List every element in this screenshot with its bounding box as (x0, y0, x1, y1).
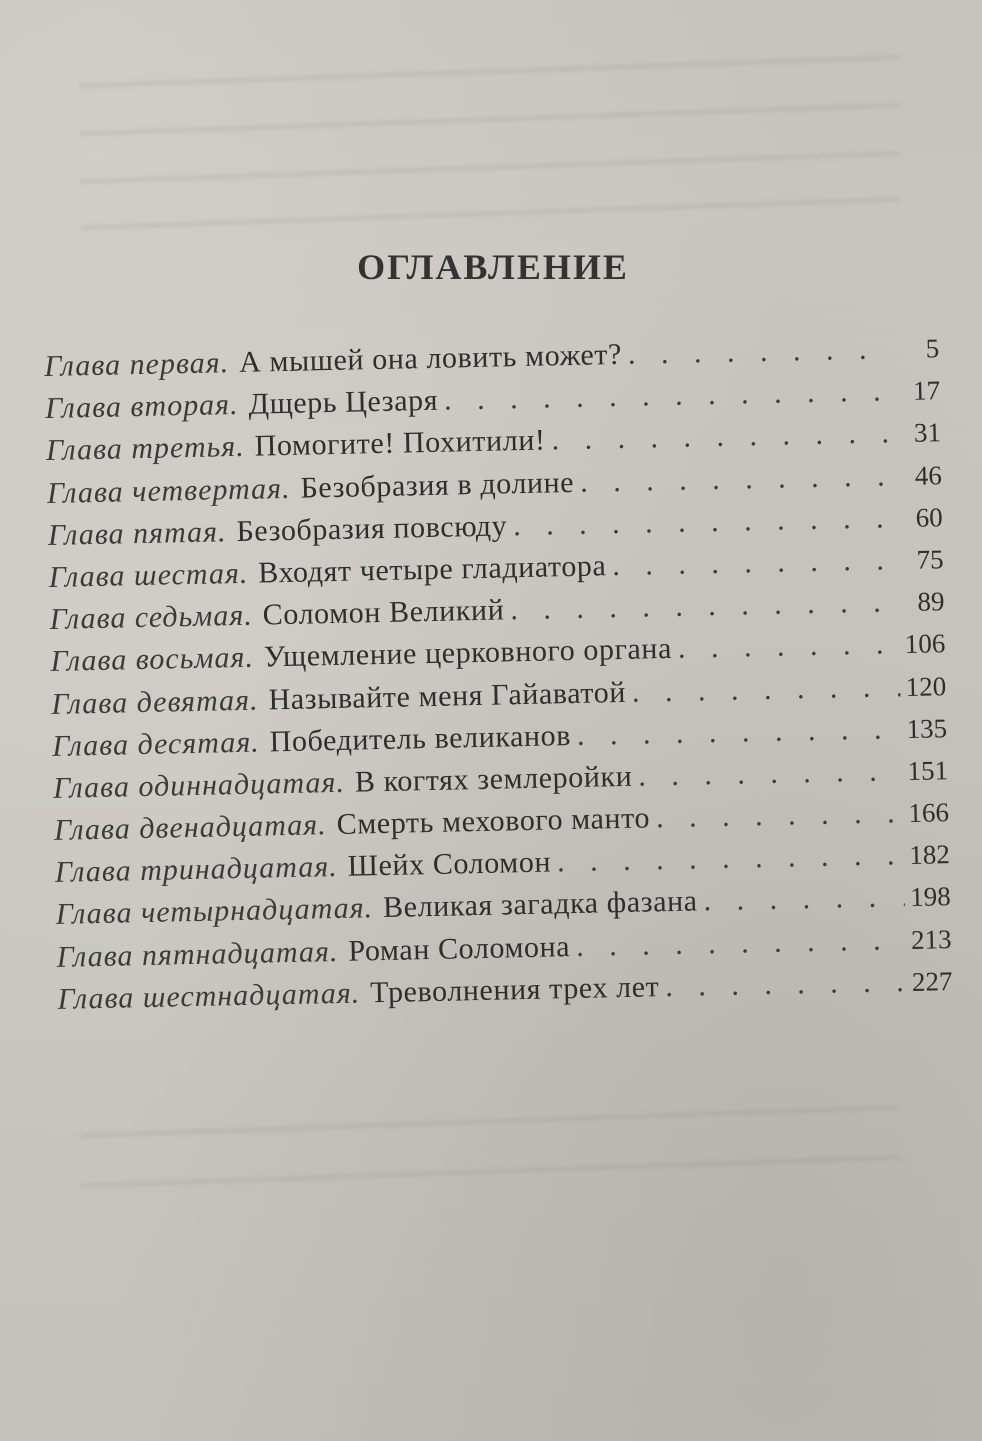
chapter-number-label: Глава девятая. (51, 683, 259, 721)
chapter-number-label: Глава восьмая. (50, 640, 255, 679)
show-through-line (80, 1106, 900, 1138)
page-number: 31 (913, 417, 942, 449)
dot-leader (551, 417, 895, 458)
page-number: 151 (907, 755, 949, 786)
chapter-number-label: Глава шестая. (48, 556, 249, 594)
page-number: 17 (912, 375, 941, 406)
chapter-number-label: Глава четырнадцатая. (55, 891, 374, 932)
dot-leader (628, 332, 894, 372)
page-number: 60 (915, 501, 944, 533)
chapter-number-label: Глава четвертая. (46, 471, 291, 510)
dot-leader (580, 459, 896, 500)
page-number: 198 (909, 881, 951, 913)
chapter-number-label: Глава вторая. (44, 388, 239, 426)
chapter-title: Безобразия в долине (300, 465, 575, 505)
dot-leader (612, 543, 898, 583)
chapter-number-label: Глава седьмая. (49, 598, 254, 637)
chapter-title: Соломон Великий (262, 593, 505, 632)
chapter-number-label: Глава шестнадцатая. (57, 976, 361, 1016)
page-number: 227 (911, 965, 953, 997)
chapter-number-label: Глава десятая. (51, 725, 261, 763)
chapter-title: Роман Соломона (348, 929, 571, 968)
page-number: 213 (910, 923, 952, 955)
chapter-number-label: Глава первая. (44, 346, 230, 383)
page-number: 75 (916, 544, 944, 575)
show-through-line (80, 152, 900, 184)
show-through-line (80, 198, 900, 230)
page-number: 120 (905, 670, 947, 702)
chapter-title: Входят четыре гладиатора (257, 549, 607, 590)
chapter-number-label: Глава тринадцатая. (54, 850, 339, 890)
chapter-title: Смерть мехового манто (336, 801, 651, 842)
dot-leader (703, 881, 904, 919)
chapter-title: Победитель великанов (269, 718, 572, 759)
chapter-title: Безобразия повсюду (236, 509, 508, 548)
chapter-title: Называйте меня Гайаватой (268, 675, 627, 716)
dot-leader (577, 712, 901, 753)
chapter-title: Ущемление церковного органа (263, 632, 673, 674)
chapter-title: Дщерь Цезаря (248, 383, 439, 421)
page-number: 46 (914, 459, 943, 491)
page-number: 106 (904, 628, 946, 660)
dot-leader (632, 670, 901, 710)
page-number: 166 (908, 797, 950, 829)
page-number: 182 (908, 839, 951, 871)
chapter-title: Шейх Соломон (347, 845, 552, 883)
dot-leader (513, 501, 897, 543)
chapter-title: Треволнения трех лет (369, 970, 660, 1010)
page-number: 89 (917, 586, 945, 617)
show-through-line (80, 1156, 900, 1188)
dot-leader (510, 585, 899, 627)
chapter-number-label: Глава пятнадцатая. (56, 934, 339, 974)
chapter-title: Помогите! Похитили! (254, 423, 546, 463)
page-number: 5 (925, 333, 940, 364)
dot-leader (557, 838, 904, 879)
chapter-number-label: Глава одиннадцатая. (52, 765, 346, 805)
chapter-title: Великая загадка фазана (382, 884, 698, 925)
chapter-title: В когтях землеройки (354, 759, 633, 799)
dot-leader (638, 754, 902, 794)
chapter-number-label: Глава двенадцатая. (53, 808, 328, 847)
table-of-contents (44, 331, 953, 1025)
page-number: 135 (906, 712, 948, 744)
dot-leader (678, 627, 900, 666)
dot-leader (665, 965, 906, 1004)
chapter-title: А мышей она ловить может? (238, 337, 623, 379)
dot-leader (656, 796, 903, 835)
chapter-number-label: Глава пятая. (47, 514, 227, 552)
page-title: ОГЛАВЛЕНИЕ (357, 247, 629, 287)
show-through-line (80, 56, 900, 88)
show-through-line (80, 104, 900, 136)
chapter-number-label: Глава третья. (45, 430, 246, 468)
dot-leader (576, 923, 906, 964)
